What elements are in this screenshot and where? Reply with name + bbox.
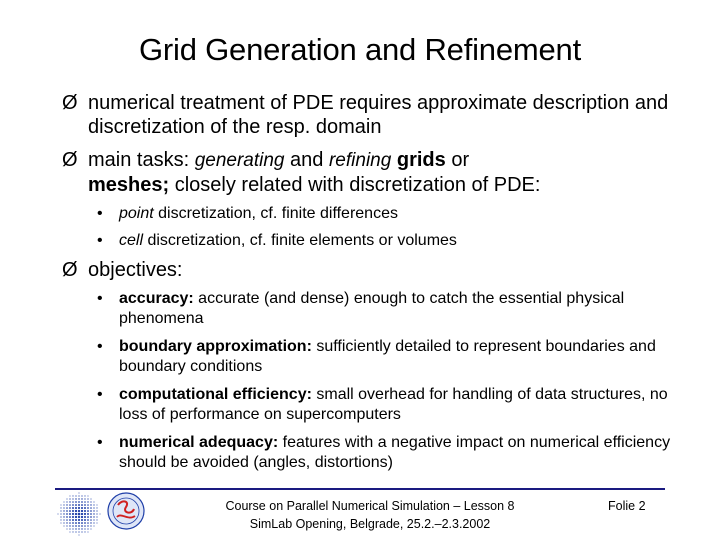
logo-dot (87, 513, 89, 515)
logo-dot (90, 510, 92, 512)
sub-bullet-text (119, 231, 687, 251)
arrow-bullet-icon: Ø (62, 92, 78, 114)
logo-dot (78, 531, 79, 532)
logo-dot (72, 516, 74, 518)
logo-dot (63, 516, 64, 517)
logo-dot (81, 501, 83, 503)
logo-dot (69, 525, 70, 526)
objective-term: computational efficiency: (119, 386, 312, 403)
objective-description: features with a negative impact on numerical efficiency should be avoided (angles, distortions) (119, 434, 671, 471)
logo-dot (81, 498, 82, 499)
logo-dot (87, 495, 88, 496)
logo-dot (75, 531, 76, 532)
logo-dot (81, 522, 83, 524)
logo-dot (93, 507, 94, 508)
logo-dot (87, 507, 89, 509)
logo-dot (84, 510, 86, 512)
logo-dot (72, 531, 73, 532)
logo-dot (69, 510, 71, 512)
logo-dot (66, 504, 67, 505)
logo-dot (90, 516, 92, 518)
logo-dot (63, 501, 64, 502)
footer-line-1: Course on Parallel Numerical Simulation – Lesson 8 (225, 499, 515, 513)
logo-dot (93, 504, 94, 505)
logo-dot (87, 525, 88, 526)
objective-text (119, 337, 687, 377)
logo-dot (66, 501, 67, 502)
logo-dot (81, 495, 82, 496)
logo-dot (93, 510, 94, 511)
logo-dot (93, 519, 94, 520)
logo-dot (72, 525, 74, 527)
logo-dot (87, 519, 89, 521)
footer-course-info (185, 497, 555, 533)
bullet-main-tasks (62, 148, 682, 197)
bullet-text: numerical treatment of PDE requires approximate description and discretization of the resp. domain (88, 92, 669, 138)
logo-dot (69, 501, 70, 502)
dot-bullet-icon: • (97, 386, 103, 403)
logo-dot (69, 513, 71, 515)
dotted-sphere-logo-icon (56, 491, 102, 537)
logo-dot (78, 498, 79, 499)
objective-term: boundary approximation: (119, 338, 312, 355)
logo-dot (87, 498, 88, 499)
logo-dot (93, 513, 94, 514)
logo-dot (69, 531, 70, 532)
dot-bullet-icon: • (97, 205, 103, 222)
logo-dot (93, 522, 94, 523)
logo-dot (75, 510, 77, 512)
logo-dot (75, 519, 77, 521)
objective-description: accurate (and dense) enough to catch the essential physical phenomena (119, 290, 625, 327)
logo-dot (69, 528, 70, 529)
logo-dot (87, 501, 88, 502)
objective-boundary-approximation (97, 337, 687, 377)
logo-dot (84, 495, 85, 496)
slide-title: Grid Generation and Refinement (138, 32, 582, 67)
logo-dot (63, 519, 64, 520)
main-tasks-rest: closely related with discretization of PDE: (169, 174, 541, 196)
logo-dot (69, 498, 70, 499)
logo-dot (87, 516, 89, 518)
logo-dot (66, 525, 67, 526)
logo-dot (84, 498, 85, 499)
refining-term: refining (328, 150, 392, 171)
logo-dot (72, 513, 74, 515)
logo-dot (84, 525, 86, 527)
logo-dot (72, 498, 73, 499)
logo-dot (84, 504, 86, 506)
logo-dot (72, 504, 74, 506)
or-word: or (445, 149, 470, 171)
main-tasks-label: main tasks: (88, 149, 195, 171)
bullet-text (88, 148, 682, 197)
logo-dot (78, 501, 80, 503)
generating-term: generating (194, 150, 285, 171)
logo-dot (87, 528, 88, 529)
logo-dot (90, 507, 92, 509)
logo-dot (63, 513, 64, 514)
logo-dot (72, 510, 74, 512)
logo-dot (72, 501, 74, 503)
logo-dot (90, 525, 91, 526)
logo-dot (87, 504, 89, 506)
logo-dot (81, 507, 83, 509)
logo-dot (81, 519, 83, 521)
logo-dot (90, 522, 91, 523)
bullet-text: objectives: (88, 259, 183, 281)
logo-dot (60, 519, 61, 520)
logo-dot (87, 522, 89, 524)
logo-dot (63, 510, 64, 511)
logo-dot (72, 528, 73, 529)
logo-dot (75, 501, 77, 503)
objective-computational-efficiency (97, 385, 687, 425)
logo-dot (93, 516, 94, 517)
sub-bullet-text (119, 204, 687, 224)
logo-dot (58, 514, 59, 515)
logo-dot (93, 525, 94, 526)
logo-dot (60, 516, 61, 517)
logo-dot (90, 504, 91, 505)
logo-dot (75, 495, 76, 496)
logo-dot (93, 501, 94, 502)
logo-dot (72, 519, 74, 521)
logo-dot (81, 513, 83, 515)
logo-dot (96, 519, 97, 520)
objective-accuracy (97, 289, 687, 329)
logo-dot (69, 516, 71, 518)
logo-dot (75, 525, 77, 527)
logo-dot (66, 513, 68, 515)
objective-text (119, 385, 687, 425)
logo-dot (60, 510, 61, 511)
logo-dot (84, 507, 86, 509)
logo-dot (96, 513, 97, 514)
logo-dot (96, 504, 97, 505)
logo-dot (87, 510, 89, 512)
dot-bullet-icon: • (97, 338, 103, 355)
logo-dot (72, 507, 74, 509)
grids-term: grids (391, 149, 446, 171)
logo-dot (78, 513, 81, 516)
logo-dot (72, 522, 74, 524)
arrow-bullet-icon: Ø (62, 259, 78, 281)
objective-description: small overhead for handling of data structures, no loss of performance on supercomputers (119, 386, 668, 423)
objective-text (119, 289, 687, 329)
objective-description: sufficiently detailed to represent boundaries and boundary conditions (119, 338, 656, 375)
logo-dot (66, 522, 67, 523)
logo-dot (69, 495, 70, 496)
logo-dot (100, 514, 101, 515)
dot-bullet-icon: • (97, 290, 103, 307)
logo-dot (96, 516, 97, 517)
logo-dot (96, 510, 97, 511)
logo-dot (69, 504, 71, 506)
logo-dot (75, 522, 77, 524)
and-word: and (284, 149, 329, 171)
logo-dot (66, 519, 68, 521)
logo-dot (78, 495, 79, 496)
logo-dot (78, 519, 80, 521)
logo-dot (90, 519, 92, 521)
sub-bullet-rest: discretization, cf. finite differences (153, 205, 398, 222)
logo-dot (75, 504, 77, 506)
logo-dot (81, 531, 82, 532)
logo-dot (78, 504, 80, 506)
logo-dot (81, 528, 82, 529)
logo-dot (84, 528, 85, 529)
logo-dot (81, 516, 83, 518)
sub-bullet-italic: cell (119, 232, 144, 249)
logo-dot (87, 531, 88, 532)
objective-numerical-adequacy (97, 433, 687, 473)
logo-dot (78, 516, 80, 518)
logo-dot (78, 507, 80, 509)
logo-dot (72, 495, 73, 496)
dot-bullet-icon: • (97, 434, 103, 451)
logo-dot (79, 535, 80, 536)
logo-dot (84, 513, 86, 515)
logo-dot (81, 525, 83, 527)
logo-dot (78, 522, 80, 524)
logo-dot (84, 516, 86, 518)
logo-dot (84, 519, 86, 521)
bullet-objectives (62, 258, 682, 282)
logo-dot (66, 498, 67, 499)
logo-dot (63, 504, 64, 505)
logo-dot (69, 519, 71, 521)
sub-bullet-cell (97, 231, 687, 251)
sub-bullet-point (97, 204, 687, 224)
logo-dot (78, 528, 79, 529)
logo-dot (79, 493, 80, 494)
footer-divider (55, 488, 665, 490)
logo-dot (78, 525, 80, 527)
logo-dot (63, 507, 64, 508)
logo-dot (78, 510, 80, 512)
logo-dot (63, 525, 64, 526)
meshes-term: meshes; (88, 174, 170, 196)
dot-bullet-icon: • (97, 232, 103, 249)
logo-dot (90, 528, 91, 529)
logo-dot (84, 522, 86, 524)
logo-dot (60, 504, 61, 505)
objective-text (119, 433, 687, 473)
logo-dot (63, 522, 64, 523)
logo-dot (69, 507, 71, 509)
logo-dot (75, 498, 76, 499)
sub-bullet-italic: point (119, 205, 154, 222)
logo-dot (60, 507, 61, 508)
logo-dot (96, 522, 97, 523)
bullet-numerical-treatment (62, 91, 682, 139)
simlab-logo-icon (106, 491, 146, 531)
sub-bullet-rest: discretization, cf. finite elements or volumes (143, 232, 457, 249)
logo-dot (90, 501, 91, 502)
logo-dot (84, 531, 85, 532)
logo-dot (90, 498, 91, 499)
slide-number: Folie 2 (608, 499, 646, 513)
logo-dot (81, 510, 83, 512)
objective-term: numerical adequacy: (119, 434, 279, 451)
logo-dot (66, 507, 68, 509)
logo-dot (60, 513, 61, 514)
logo-dot (66, 528, 67, 529)
logo-dot (90, 513, 92, 515)
logo-dot (75, 513, 77, 515)
objective-term: accuracy: (119, 290, 194, 307)
logo-dot (66, 516, 68, 518)
logo-dot (75, 507, 77, 509)
logo-dot (66, 510, 68, 512)
logo-dot (60, 522, 61, 523)
logo-dot (81, 504, 83, 506)
logo-dot (75, 528, 76, 529)
logo-dot (69, 522, 71, 524)
logo-dot (96, 507, 97, 508)
arrow-bullet-icon: Ø (62, 149, 78, 171)
footer-line-2: SimLab Opening, Belgrade, 25.2.–2.3.2002 (249, 517, 491, 531)
logo-dot (84, 501, 86, 503)
logo-dot (75, 516, 77, 518)
